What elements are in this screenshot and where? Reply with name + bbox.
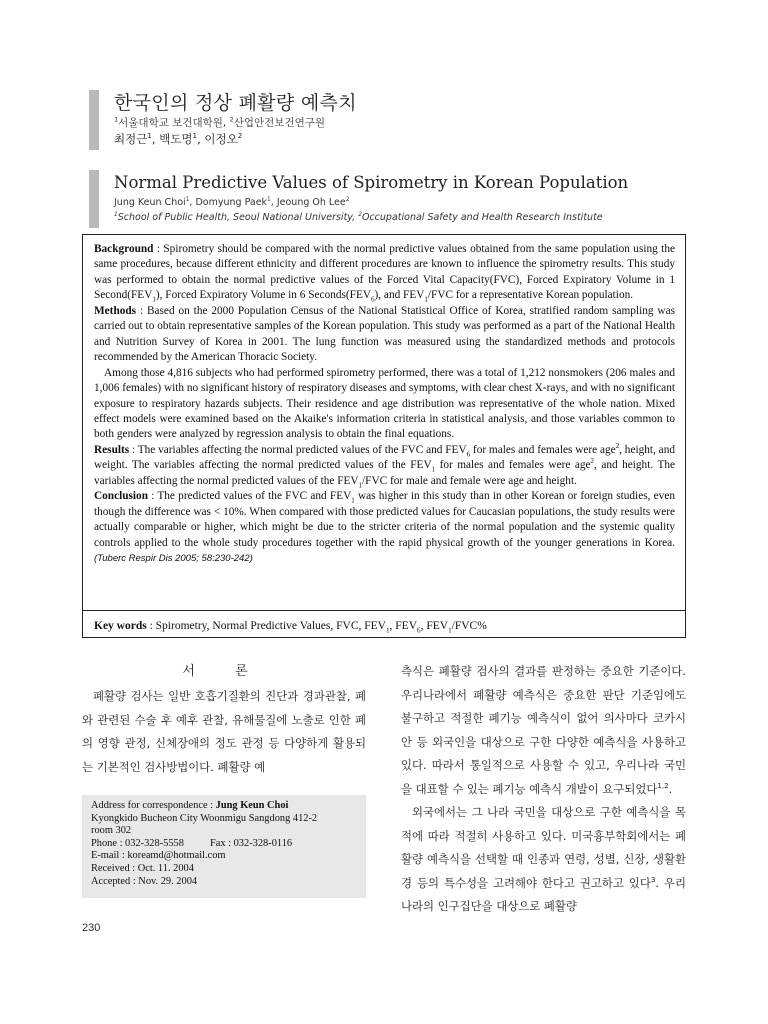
correspondence-label: Address for correspondence : Jung Keun Choi bbox=[91, 800, 289, 811]
keywords: Key words : Spirometry, Normal Predictive Values, FVC, $FEV_1$, $FEV_6$, $FEV_1/FVC\%$ bbox=[94, 620, 487, 635]
intro-paragraph-left: 폐활량 검사는 일반 호흡기질환의 진단과 경과관찰, 폐와 관련된 수술 후 예후 관찰, 유해물질에 노출로 인한 폐의 영향 관정, 신체장애의 정도 관정 등 다양하게 활용되는 기본적인 검사방법이다. 폐활량 예 bbox=[82, 689, 366, 774]
intro-paragraph-right-2: 외국에서는 그 나라 국민을 대상으로 구한 예측식을 목적에 따라 적절히 사용하고 있다. 미국흉부학회에서는 폐활량 예측식을 선택할 때 인종과 연령, 성별, 신장, 생활환경 등의 특수성을 고려해야 한다고 권고하고 있다$^3$. 우리나라의 인구집단을 대상으로 폐활량 bbox=[401, 805, 687, 913]
correspondence-address-2: room 302 bbox=[91, 825, 132, 837]
correspondence-accepted: Accepted : Nov. 29. 2004 bbox=[91, 875, 198, 887]
english-authors: Jung Keun Choi$^1$, Domyung Paek$^1$, Jeoung Oh Lee$^2$ bbox=[114, 196, 350, 208]
correspondence-email: E-mail : koreamd@hotmail.com bbox=[91, 850, 226, 862]
correspondence-received: Received : Oct. 11. 2004 bbox=[91, 862, 194, 874]
korean-title: 한국인의 정상 폐활량 예측치 bbox=[114, 92, 357, 114]
abstract-methods-continued: Among those 4,816 subjects who had performed spirometry performed, there was a total of 1,212 nonsmokers (206 males and 1,006 females) with no significant history of respiratory diseases and symptoms, with clear chest X-rays, and with no significant exposure to respiratory hazards subjects. Their residence and age distribution was representative of the whole nation. Mixed effect models were examined based on the Akaike's information criteria in statistical analysis, and those variables common to both genders were analyzed by regression analysis to obtain the final equations. bbox=[94, 366, 675, 441]
intro-paragraph-right-1: 측식은 폐활량 검사의 결과를 판정하는 중요한 기준이다. 우리나라에서 폐활량 예측식은 중요한 판단 기준임에도 불구하고 적절한 폐기능 예측식이 없어 의사마다 코카시안 등 외국인을 대상으로 구한 다양한 예측식을 사용하고 있다. 따라서 통일적으로 사용할 수 있고, 우리나라 국민을 대표할 수 있는 폐기능 예측식 개발이 요구되었다$^{1,2}$. bbox=[401, 664, 686, 796]
keywords-divider bbox=[83, 610, 685, 611]
journal-citation: (Tuberc Respir Dis 2005; 58:230-242) bbox=[94, 553, 253, 565]
korean-authors: 최정근$^1$, 백도명$^1$, 이정오$^2$ bbox=[114, 131, 243, 146]
abstract-results: Results : The variables affecting the normal predicted values of the FVC and $FEV_6$ for males and females were age$^2$, height, and weight. The variables affecting the normal predicted values of the $FEV_1$ for males and females were age$^2$, and height. The variables affecting the normal predicted values of the $FEV_1$/FVC for male and female were age and height. bbox=[94, 442, 676, 490]
abstract-box bbox=[82, 234, 686, 638]
title-accent-bar-bottom bbox=[89, 170, 99, 228]
abstract-background: Background : Spirometry should be compared with the normal predictive values obtained from the same population using the same procedures, because different ethnicity and different procedures are known to influence the spirometry results. This study was performed to obtain the normal predictive values of the Forced Vital Capacity(FVC), Forced Expiratory Volume in 1 $Second(FEV_1)$, Forced Expiratory Volume in 6 $Seconds(FEV_6)$, and $FEV_1$/FVC for a representative Korean population. bbox=[94, 243, 675, 304]
correspondence-address-1: Kyongkido Bucheon City Woonmigu Sangdong 412-2 bbox=[91, 812, 318, 824]
abstract-conclusion: Conclusion : The predicted values of the FVC and $FEV_1$ was higher in this study than in other Korean or foreign studies, even though the difference was < 10%. When compared with those predicted values for Caucasian populations, the study results were actually comparable or higher, which might be due to the stricter criteria of the normal population and the systemic quality controls applied to the whole study procedures together with the rapid physical growth of the younger generations in Korea. (Tuberc Respir Dis 2005; 58:230-242) bbox=[94, 490, 675, 565]
english-affiliations: $^1$School of Public Health, Seoul National University, $^2$Occupational Safety and Health Research Institute bbox=[114, 211, 603, 223]
korean-affiliations: $^1$서울대학교 보건대학원, $^2$산업안전보건연구원 bbox=[114, 115, 326, 129]
title-accent-bar-top bbox=[89, 90, 99, 150]
abstract-methods: Methods : Based on the 2000 Population Census of the National Statistical Office of Korea, stratified random sampling was carried out to obtain representative samples of the Korean population. This study was performed as a part of the National Health and Nutrition Survey of Korea in 2001. The lung function was measured using the standardized methods and protocols recommended by the American Thoracic Society. bbox=[94, 304, 675, 364]
section-heading-introduction: 서 론 bbox=[182, 664, 266, 679]
english-title: Normal Predictive Values of Spirometry in Korean Population bbox=[114, 173, 629, 192]
page-number: 230 bbox=[82, 922, 101, 934]
body-right-column bbox=[401, 660, 686, 919]
correspondence-box bbox=[82, 795, 366, 898]
correspondence-phone-fax: Phone : 032-328-5558 Fax : 032-328-0116 bbox=[91, 837, 293, 849]
body-left-column bbox=[82, 685, 366, 779]
